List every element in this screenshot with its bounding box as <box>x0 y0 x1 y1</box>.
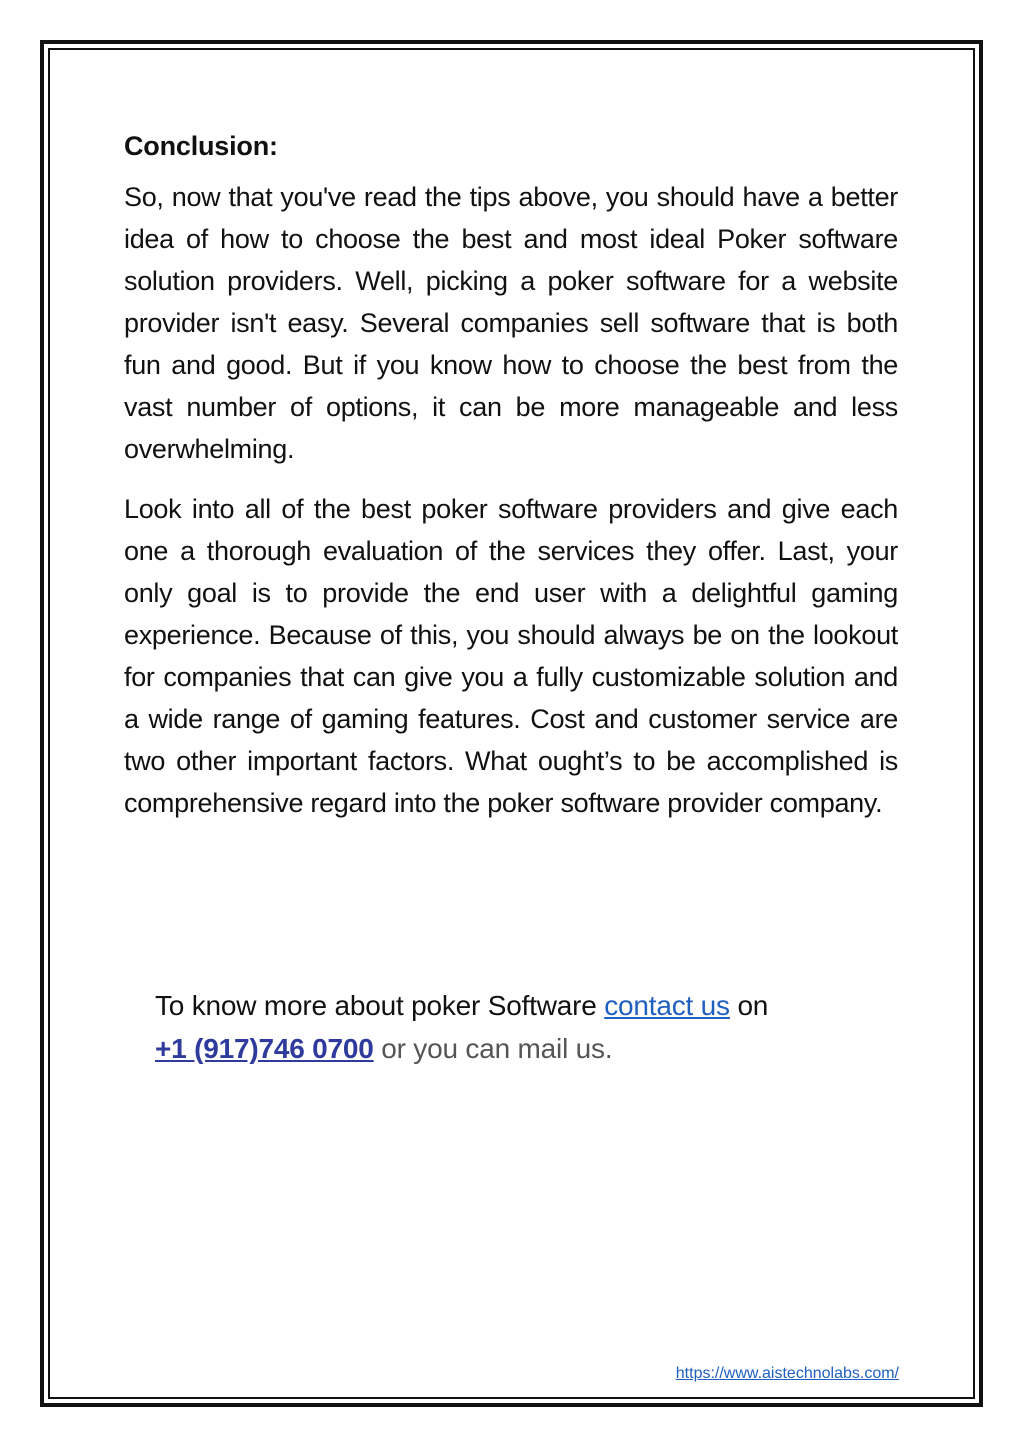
section-heading: Conclusion: <box>124 131 278 161</box>
contact-prefix: To know more about poker Software <box>155 990 605 1021</box>
footer-website-link[interactable]: https://www.aistechnolabs.com/ <box>675 1365 899 1382</box>
paragraph-1: So, now that you've read the tips above, you should have a better idea of how to choose the best and most ideal Poker software solution providers. Well, picking a poker software for a website provider isn't easy. Several companies sell software that is both fun and good. But if you know how to choose the best from the vast number of options, it can be more manageable and less overwhelming. <box>124 182 898 464</box>
contact-suffix: or you can mail us. <box>373 1033 613 1064</box>
document-body <box>124 128 898 842</box>
phone-link[interactable]: +1 (917)746 0700 <box>155 1033 374 1064</box>
contact-us-link[interactable]: contact us <box>604 990 730 1021</box>
contact-line <box>155 984 898 1070</box>
contact-middle: on <box>729 990 769 1021</box>
paragraph-2: Look into all of the best poker software providers and give each one a thorough evaluation of the services they offer. Last, your only goal is to provide the end user with a delightful gaming experience. Because of this, you should always be on the lookout for companies that can give you a fully customizable solution and a wide range of gaming features. Cost and customer service are two other important factors. What ought’s to be accomplished is comprehensive regard into the poker software provider company. <box>124 494 898 818</box>
